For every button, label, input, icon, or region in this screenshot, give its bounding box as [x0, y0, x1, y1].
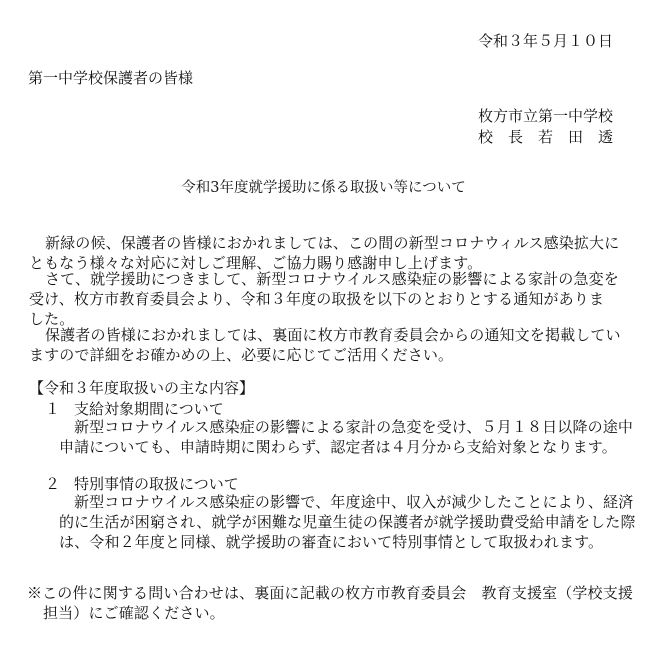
item-1-line-1: 新型コロナウイルス感染症の影響による家計の急変を受け、５月１８日以降の途中	[74, 418, 634, 436]
document-title: 令和3年度就学援助に係る取扱い等について	[181, 180, 466, 196]
sender-school: 枚方市立第一中学校	[477, 107, 613, 125]
item-2-line-3: は、令和２年度と同様、就学援助の審査において特別事情として取扱われます。	[59, 533, 604, 551]
paragraph-3-line-2: ますので詳細をお確かめの上、必要に応じてご活用ください。	[29, 346, 454, 364]
item-2-heading: 特別事情の取扱について	[74, 475, 239, 493]
paragraph-2-line-3: した。	[29, 310, 75, 328]
item-1-line-2: 申請についても、申請時期に関わらず、認定者は４月分から支給対象となります。	[59, 438, 617, 456]
paragraph-1-line-1: 新緑の候、保護者の皆様におかれましては、この間の新型コロナウィルス感染拡大に	[45, 234, 620, 252]
paragraph-2-line-1: さて、就学援助につきまして、新型コロナウイルス感染症の影響による家計の急変を	[45, 270, 619, 288]
paragraph-1-line-2: ともなう様々な対応に対しご理解、ご協力賜り感謝申し上げます。	[29, 254, 483, 272]
addressee: 第一中学校保護者の皆様	[28, 69, 194, 87]
document-date: 令和３年５月１０日	[477, 32, 613, 50]
item-2-line-1: 新型コロナウイルス感染症の影響で、年度途中、収入が減少したことにより、経済	[74, 493, 634, 511]
item-1-number: １	[45, 400, 61, 418]
contact-line-2: 担当）にご確認ください。	[43, 604, 225, 622]
summary-heading: 【令和３年度取扱いの主な内容】	[29, 379, 255, 397]
item-1-heading: 支給対象期間について	[74, 400, 224, 418]
item-2-number: ２	[45, 475, 61, 493]
sender-principal: 校 長 若 田 透	[477, 128, 613, 146]
item-2-line-2: 的に生活が困窮され、就学が困難な児童生徒の保護者が就学援助費受給申請をした際	[59, 513, 636, 531]
paragraph-3-line-1: 保護者の皆様におかれましては、裏面に枚方市教育委員会からの通知文を掲載してい	[45, 326, 621, 344]
contact-line-1: ※この件に関する問い合わせは、裏面に記載の枚方市教育委員会 教育支援室（学校支援	[27, 584, 634, 602]
paragraph-2-line-2: 受け、枚方市教育委員会より、令和３年度の取扱を以下のとおりとする通知がありま	[29, 290, 605, 308]
